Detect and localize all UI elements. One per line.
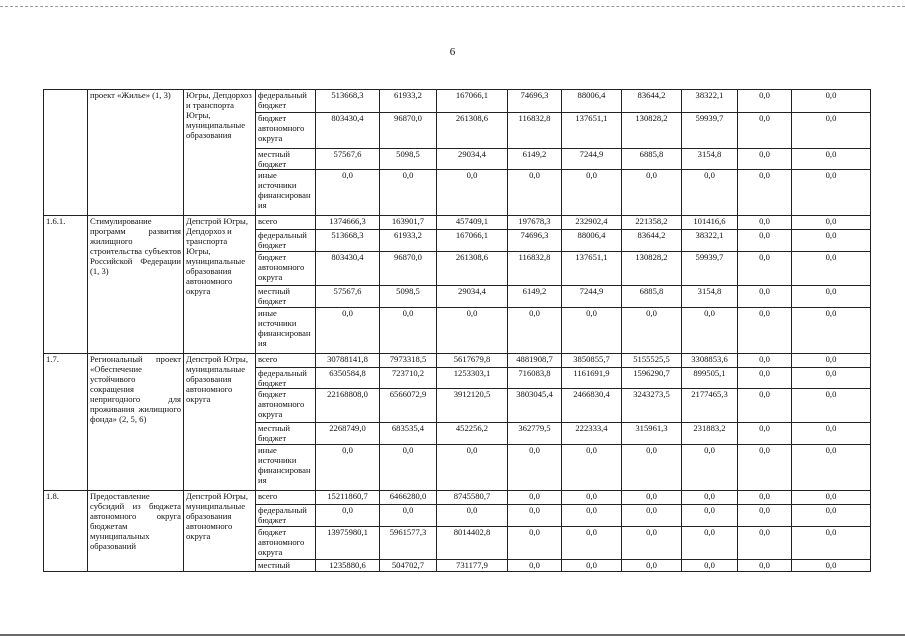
amount-cell: 0,0: [738, 149, 792, 170]
amount-cell: 0,0: [792, 389, 871, 423]
amount-cell: 0,0: [380, 170, 437, 216]
amount-cell: 0,0: [682, 170, 738, 216]
amount-cell: 0,0: [738, 230, 792, 252]
amount-cell: 130828,2: [622, 113, 682, 149]
amount-cell: 0,0: [738, 527, 792, 560]
amount-cell: 1253303,1: [437, 368, 508, 389]
amount-cell: 899505,1: [682, 368, 738, 389]
amount-cell: 0,0: [682, 505, 738, 527]
item-number: [44, 90, 88, 216]
responsible-executor: Депстрой Югры, муниципальные образования автономного округа: [184, 491, 256, 572]
amount-cell: 504702,7: [380, 560, 437, 572]
amount-cell: 1596290,7: [622, 368, 682, 389]
amount-cell: 5961577,3: [380, 527, 437, 560]
amount-cell: 0,0: [738, 90, 792, 113]
amount-cell: 116832,8: [508, 113, 562, 149]
amount-cell: 0,0: [792, 252, 871, 286]
amount-cell: 0,0: [508, 505, 562, 527]
funding-source: федеральный бюджет: [256, 505, 316, 527]
amount-cell: 167066,1: [437, 230, 508, 252]
table-row: [44, 354, 871, 368]
amount-cell: 0,0: [792, 216, 871, 230]
amount-cell: 1161691,9: [562, 368, 622, 389]
amount-cell: 96870,0: [380, 113, 437, 149]
amount-cell: 362779,5: [508, 423, 562, 445]
amount-cell: 61933,2: [380, 90, 437, 113]
funding-source: бюджет автономного округа: [256, 389, 316, 423]
amount-cell: 5098,5: [380, 149, 437, 170]
amount-cell: 513668,3: [316, 230, 380, 252]
amount-cell: 8014402,8: [437, 527, 508, 560]
amount-cell: 3850855,7: [562, 354, 622, 368]
amount-cell: 683535,4: [380, 423, 437, 445]
funding-source: иные источники финансирования: [256, 445, 316, 491]
amount-cell: 0,0: [508, 560, 562, 572]
amount-cell: 59939,7: [682, 252, 738, 286]
amount-cell: 0,0: [508, 445, 562, 491]
responsible-executor: Депстрой Югры, муниципальные образования автономного округа: [184, 354, 256, 491]
amount-cell: 0,0: [380, 308, 437, 354]
amount-cell: 88006,4: [562, 90, 622, 113]
amount-cell: 0,0: [622, 560, 682, 572]
amount-cell: 0,0: [738, 354, 792, 368]
funding-source: местный бюджет: [256, 286, 316, 308]
amount-cell: 0,0: [622, 308, 682, 354]
amount-cell: 0,0: [622, 170, 682, 216]
amount-cell: 723710,2: [380, 368, 437, 389]
amount-cell: 3154,8: [682, 286, 738, 308]
amount-cell: 0,0: [682, 560, 738, 572]
amount-cell: 0,0: [380, 505, 437, 527]
amount-cell: 22168808,0: [316, 389, 380, 423]
funding-source: местный: [256, 560, 316, 572]
amount-cell: 0,0: [437, 445, 508, 491]
amount-cell: 731177,9: [437, 560, 508, 572]
amount-cell: 83644,2: [622, 230, 682, 252]
funding-source: федеральный бюджет: [256, 90, 316, 113]
amount-cell: 3912120,5: [437, 389, 508, 423]
amount-cell: 0,0: [738, 505, 792, 527]
amount-cell: 0,0: [562, 505, 622, 527]
amount-cell: 38322,1: [682, 90, 738, 113]
amount-cell: 0,0: [792, 170, 871, 216]
amount-cell: 0,0: [738, 113, 792, 149]
amount-cell: 59939,7: [682, 113, 738, 149]
amount-cell: 0,0: [738, 216, 792, 230]
amount-cell: 5617679,8: [437, 354, 508, 368]
amount-cell: 5155525,5: [622, 354, 682, 368]
amount-cell: 0,0: [316, 170, 380, 216]
amount-cell: 0,0: [792, 423, 871, 445]
amount-cell: 0,0: [738, 170, 792, 216]
amount-cell: 231883,2: [682, 423, 738, 445]
amount-cell: 0,0: [380, 445, 437, 491]
amount-cell: 57567,6: [316, 286, 380, 308]
responsible-executor: Югры, Депдорхоз и транспорта Югры, муниципальные образования: [184, 90, 256, 216]
amount-cell: 232902,4: [562, 216, 622, 230]
amount-cell: 74696,3: [508, 230, 562, 252]
amount-cell: 6885,8: [622, 149, 682, 170]
amount-cell: 0,0: [682, 308, 738, 354]
amount-cell: 61933,2: [380, 230, 437, 252]
table-row: [44, 216, 871, 230]
amount-cell: 0,0: [792, 445, 871, 491]
amount-cell: 0,0: [682, 445, 738, 491]
funding-source: иные источники финансирования: [256, 308, 316, 354]
amount-cell: 0,0: [682, 527, 738, 560]
funding-source: иные источники финансирования: [256, 170, 316, 216]
responsible-executor: Депстрой Югры, Депдорхоз и транспорта Югры, муниципальные образования автономного округа: [184, 216, 256, 354]
amount-cell: 261308,6: [437, 113, 508, 149]
amount-cell: 0,0: [792, 113, 871, 149]
amount-cell: 452256,2: [437, 423, 508, 445]
amount-cell: 0,0: [792, 230, 871, 252]
amount-cell: 0,0: [622, 527, 682, 560]
amount-cell: 13975980,1: [316, 527, 380, 560]
amount-cell: 6149,2: [508, 286, 562, 308]
amount-cell: 0,0: [562, 308, 622, 354]
amount-cell: 0,0: [622, 505, 682, 527]
item-number: 1.8.: [44, 491, 88, 572]
amount-cell: 0,0: [792, 149, 871, 170]
amount-cell: 0,0: [508, 308, 562, 354]
page-number: 6: [449, 46, 456, 58]
amount-cell: 0,0: [792, 286, 871, 308]
amount-cell: 2177465,3: [682, 389, 738, 423]
amount-cell: 88006,4: [562, 230, 622, 252]
amount-cell: 0,0: [738, 491, 792, 505]
amount-cell: 0,0: [316, 505, 380, 527]
amount-cell: 0,0: [562, 445, 622, 491]
measure-name: Региональный проект «Обеспечение устойчивого сокращения непригодного для проживания жилищного фонда» (2, 5, 6): [88, 354, 184, 491]
amount-cell: 29034,4: [437, 149, 508, 170]
amount-cell: 3243273,5: [622, 389, 682, 423]
funding-source: федеральный бюджет: [256, 230, 316, 252]
amount-cell: 0,0: [682, 491, 738, 505]
amount-cell: 222333,4: [562, 423, 622, 445]
amount-cell: 0,0: [792, 90, 871, 113]
amount-cell: 0,0: [738, 423, 792, 445]
funding-source: бюджет автономного округа: [256, 527, 316, 560]
amount-cell: 0,0: [316, 445, 380, 491]
amount-cell: 0,0: [508, 170, 562, 216]
amount-cell: 0,0: [792, 527, 871, 560]
amount-cell: 7244,9: [562, 149, 622, 170]
amount-cell: 6466280,0: [380, 491, 437, 505]
amount-cell: 0,0: [792, 354, 871, 368]
amount-cell: 163901,7: [380, 216, 437, 230]
amount-cell: 38322,1: [682, 230, 738, 252]
amount-cell: 6350584,8: [316, 368, 380, 389]
scan-edge-top: [0, 6, 905, 7]
amount-cell: 803430,4: [316, 113, 380, 149]
amount-cell: 29034,4: [437, 286, 508, 308]
amount-cell: 0,0: [738, 389, 792, 423]
amount-cell: 137651,1: [562, 252, 622, 286]
amount-cell: 57567,6: [316, 149, 380, 170]
measure-name: Стимулирование программ развития жилищного строительства субъектов Российской Федерации (1, 3): [88, 216, 184, 354]
amount-cell: 6885,8: [622, 286, 682, 308]
amount-cell: 130828,2: [622, 252, 682, 286]
funding-source: местный бюджет: [256, 149, 316, 170]
amount-cell: 0,0: [622, 445, 682, 491]
amount-cell: 1374666,3: [316, 216, 380, 230]
amount-cell: 15211860,7: [316, 491, 380, 505]
amount-cell: 0,0: [738, 252, 792, 286]
amount-cell: 0,0: [738, 560, 792, 572]
funding-source: бюджет автономного округа: [256, 252, 316, 286]
table-row: [44, 491, 871, 505]
amount-cell: 2466830,4: [562, 389, 622, 423]
amount-cell: 0,0: [792, 491, 871, 505]
amount-cell: 0,0: [562, 491, 622, 505]
amount-cell: 30788141,8: [316, 354, 380, 368]
amount-cell: 1235880,6: [316, 560, 380, 572]
amount-cell: 96870,0: [380, 252, 437, 286]
amount-cell: 3154,8: [682, 149, 738, 170]
funding-source: всего: [256, 216, 316, 230]
amount-cell: 803430,4: [316, 252, 380, 286]
amount-cell: 0,0: [437, 505, 508, 527]
amount-cell: 0,0: [738, 308, 792, 354]
amount-cell: 137651,1: [562, 113, 622, 149]
amount-cell: 3803045,4: [508, 389, 562, 423]
amount-cell: 0,0: [738, 445, 792, 491]
funding-source: всего: [256, 354, 316, 368]
amount-cell: 0,0: [792, 505, 871, 527]
amount-cell: 315961,3: [622, 423, 682, 445]
amount-cell: 0,0: [792, 560, 871, 572]
funding-source: бюджет автономного округа: [256, 113, 316, 149]
budget-table: [43, 89, 871, 572]
amount-cell: 4881908,7: [508, 354, 562, 368]
table-row: [44, 90, 871, 113]
amount-cell: 0,0: [792, 368, 871, 389]
amount-cell: 0,0: [316, 308, 380, 354]
amount-cell: 221358,2: [622, 216, 682, 230]
funding-source: местный бюджет: [256, 423, 316, 445]
amount-cell: 101416,6: [682, 216, 738, 230]
amount-cell: 2268749,0: [316, 423, 380, 445]
amount-cell: 7973318,5: [380, 354, 437, 368]
funding-source: федеральный бюджет: [256, 368, 316, 389]
amount-cell: 0,0: [562, 560, 622, 572]
amount-cell: 261308,6: [437, 252, 508, 286]
amount-cell: 6566072,9: [380, 389, 437, 423]
amount-cell: 197678,3: [508, 216, 562, 230]
amount-cell: 513668,3: [316, 90, 380, 113]
amount-cell: 0,0: [508, 527, 562, 560]
amount-cell: 0,0: [622, 491, 682, 505]
amount-cell: 7244,9: [562, 286, 622, 308]
amount-cell: 116832,8: [508, 252, 562, 286]
amount-cell: 0,0: [738, 286, 792, 308]
item-number: 1.6.1.: [44, 216, 88, 354]
amount-cell: 6149,2: [508, 149, 562, 170]
amount-cell: 167066,1: [437, 90, 508, 113]
amount-cell: 0,0: [562, 170, 622, 216]
scan-edge-bottom: [0, 634, 905, 636]
amount-cell: 3308853,6: [682, 354, 738, 368]
amount-cell: 0,0: [437, 170, 508, 216]
amount-cell: 8745580,7: [437, 491, 508, 505]
amount-cell: 0,0: [437, 308, 508, 354]
amount-cell: 5098,5: [380, 286, 437, 308]
amount-cell: 0,0: [738, 368, 792, 389]
item-number: 1.7.: [44, 354, 88, 491]
funding-source: всего: [256, 491, 316, 505]
amount-cell: 83644,2: [622, 90, 682, 113]
amount-cell: 74696,3: [508, 90, 562, 113]
amount-cell: 0,0: [792, 308, 871, 354]
measure-name: Предоставление субсидий из бюджета автономного округа бюджетам муниципальных образований: [88, 491, 184, 572]
amount-cell: 716083,8: [508, 368, 562, 389]
amount-cell: 0,0: [508, 491, 562, 505]
amount-cell: 0,0: [562, 527, 622, 560]
measure-name: проект «Жилье» (1, 3): [88, 90, 184, 216]
amount-cell: 457409,1: [437, 216, 508, 230]
